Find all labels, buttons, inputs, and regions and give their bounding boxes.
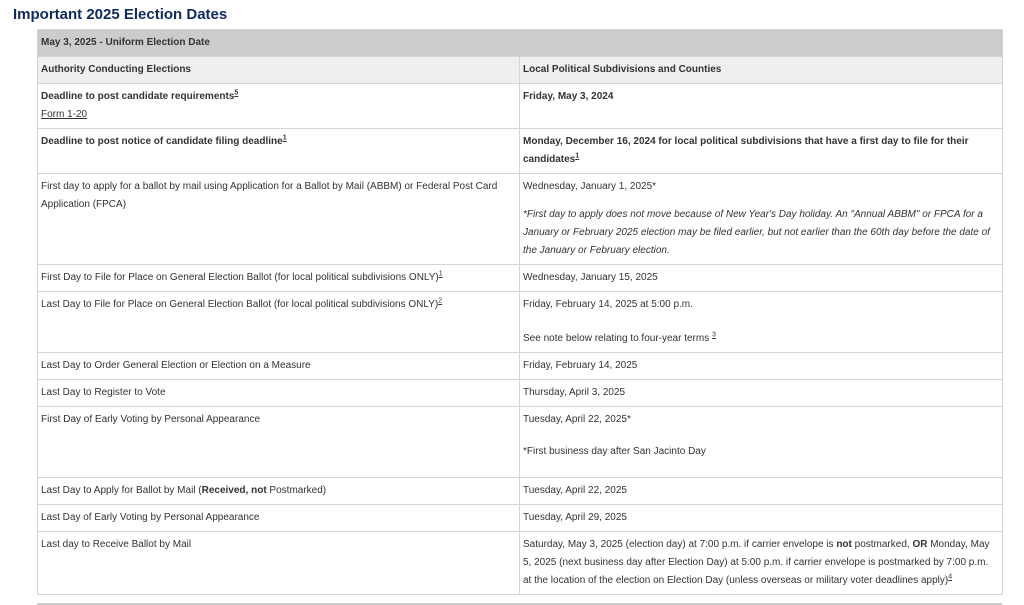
row-label-cell — [38, 292, 520, 353]
row-label: First Day to File for Place on General Election Ballot (for local political subdivisions ONLY) — [41, 272, 439, 283]
table-row — [38, 265, 1003, 292]
row-label: Last day to Receive Ballot by Mail — [38, 532, 520, 595]
table-row — [38, 84, 1003, 129]
election-dates-table — [37, 29, 1003, 595]
row-label: First day to apply for a ballot by mail using Application for a Ballot by Mail (ABBM) or Federal Post Card Application (FPCA) — [38, 174, 520, 265]
table-header-row — [38, 57, 1003, 84]
row-value-cell — [520, 407, 1003, 478]
table-row — [38, 129, 1003, 174]
footnote-link[interactable]: 3 — [712, 331, 716, 339]
page-title: Important 2025 Election Dates — [13, 6, 228, 23]
row-label-cell — [38, 265, 520, 292]
row-value: Tuesday, April 22, 2025 — [520, 478, 1003, 505]
table-row — [38, 532, 1003, 595]
row-value: Wednesday, January 1, 2025* — [523, 181, 657, 192]
footnote-link[interactable]: 5 — [234, 89, 239, 97]
row-value-part: postmarked, — [851, 539, 913, 550]
row-note-cell — [523, 330, 998, 348]
row-value: Tuesday, April 29, 2025 — [520, 505, 1003, 532]
row-value: Thursday, April 3, 2025 — [520, 380, 1003, 407]
row-value-cell — [520, 174, 1003, 265]
row-value: Monday, December 16, 2024 for local political subdivisions that have a first day to file for their candidates — [523, 136, 969, 165]
row-label: Deadline to post notice of candidate filing deadline — [41, 136, 283, 147]
row-value: Saturday, May 3, 2025 (election day) at 7:00 p.m. if carrier envelope is — [523, 539, 837, 550]
row-value: Wednesday, January 15, 2025 — [520, 265, 1003, 292]
row-label-cell — [38, 478, 520, 505]
column-header-subdivisions: Local Political Subdivisions and Counties — [520, 57, 1003, 84]
table-caption: May 3, 2025 - Uniform Election Date — [38, 30, 1003, 57]
footnote-link[interactable]: 1 — [575, 152, 580, 160]
row-label: Last Day to Register to Vote — [38, 380, 520, 407]
row-value-cell — [520, 532, 1003, 595]
footnote-link[interactable]: 1 — [282, 134, 287, 142]
row-label: First Day of Early Voting by Personal Appearance — [38, 407, 520, 478]
row-label: Last Day to Order General Election or Election on a Measure — [38, 353, 520, 380]
row-value-emphasis-not: not — [836, 539, 852, 550]
row-value: Tuesday, April 22, 2025* — [523, 414, 631, 425]
row-note: See note below relating to four-year terms — [523, 333, 710, 344]
row-label: Last Day of Early Voting by Personal Appearance — [38, 505, 520, 532]
row-label-emphasis: Received, not — [201, 485, 267, 496]
table-row — [38, 407, 1003, 478]
table-row — [38, 353, 1003, 380]
row-label-suffix: Postmarked) — [266, 485, 327, 496]
row-value-part: Monday, May 5, 2025 (next business day after Election Day) at 5:00 p.m. if carrier envelope is postmarked by 7:00 p.m. at the location of the election on Election Day (unless overseas or military voter deadlines apply) — [523, 539, 990, 586]
table-row — [38, 174, 1003, 265]
footnote-link[interactable]: 4 — [948, 573, 953, 581]
row-label-cell — [38, 84, 520, 129]
row-label: Deadline to post candidate requirements — [41, 91, 235, 102]
table-caption-row — [38, 30, 1003, 57]
row-label: Last Day to Apply for Ballot by Mail ( — [41, 485, 202, 496]
row-note: *First business day after San Jacinto Day — [523, 446, 706, 457]
form-1-20-link[interactable]: Form 1-20 — [41, 109, 88, 120]
column-header-authority: Authority Conducting Elections — [38, 57, 520, 84]
table-row — [38, 292, 1003, 353]
row-value: Friday, February 14, 2025 — [520, 353, 1003, 380]
table-row — [38, 478, 1003, 505]
row-label: Last Day to File for Place on General Election Ballot (for local political subdivisions ONLY) — [41, 299, 439, 310]
row-value-cell — [520, 292, 1003, 353]
row-value-cell — [520, 129, 1003, 174]
row-value: Friday, February 14, 2025 at 5:00 p.m. — [523, 299, 693, 310]
row-value: Friday, May 3, 2024 — [520, 84, 1003, 129]
row-note: *First day to apply does not move because of New Year's Day holiday. An "Annual ABBM" or FPCA for a January or February 2025 election may be filed earlier, but not earlier than the 60th day before the date of the January or February election. — [523, 209, 990, 256]
table-row — [38, 380, 1003, 407]
row-label-cell — [38, 129, 520, 174]
footnote-link[interactable]: 2 — [438, 297, 443, 305]
footnote-link[interactable]: 1 — [438, 270, 443, 278]
row-value-emphasis-or: OR — [912, 539, 928, 550]
table-row — [38, 505, 1003, 532]
